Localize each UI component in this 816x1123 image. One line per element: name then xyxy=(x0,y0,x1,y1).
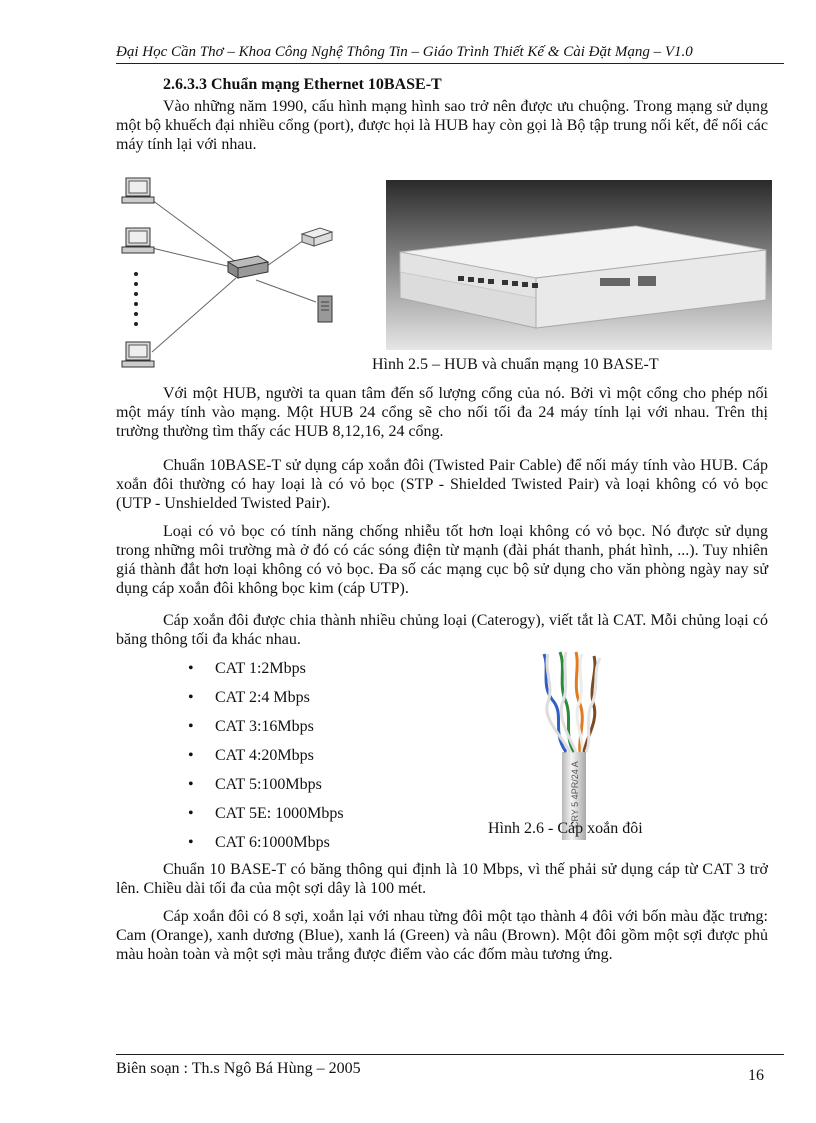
hub-icon xyxy=(228,256,268,278)
server-icon xyxy=(318,296,332,322)
page-number: 16 xyxy=(748,1067,764,1084)
paragraph-bandwidth: Chuẩn 10 BASE-T có băng thông qui định là 10 Mbps, vì thế phải sử dụng cáp từ CAT 3 trở lên. Chiều dài tối đa của một sợi dây là 100 mét. xyxy=(116,861,768,897)
star-topology-diagram xyxy=(116,170,366,370)
running-header: Đại Học Cần Thơ – Khoa Công Nghệ Thông Tin – Giáo Trình Thiết Kế & Cài Đặt Mạng – V1.0 xyxy=(116,44,784,64)
paragraph-hub-intro: Vào những năm 1990, cấu hình mạng hình sao trở nên được ưu chuộng. Trong mạng sử dụng một bộ khuếch đại nhiều cổng (port), được họi là HUB hay còn gọi là Bộ tập trung nối kết, để nối các máy tính lại với nhau. xyxy=(116,98,768,153)
list-item: • CAT 5:100Mbps xyxy=(188,774,344,803)
twisted-pair-cable-photo xyxy=(536,650,610,840)
hub-photo xyxy=(386,180,772,350)
paragraph-shielding: Loại có vỏ bọc có tính năng chống nhiễu tốt hơn loại không có vỏ bọc. Nó được sử dụng trong những môi trường mà ở đó có các sóng điện từ mạnh (đài phát thanh, phát hình, ...). Tuy nhiên giá thành đắt hơn loại không có vỏ bọc. Đa số các mạng cục bộ sử dụng cho văn phòng ngày nay sử dụng cáp xoắn đôi không bọc kim (cáp UTP). xyxy=(116,523,768,597)
list-item: • CAT 2:4 Mbps xyxy=(188,687,344,716)
paragraph-10baset-cable: Chuẩn 10BASE-T sử dụng cáp xoắn đôi (Twisted Pair Cable) để nối máy tính vào HUB. Cáp xoắn đôi thường có hay loại là có vỏ bọc (STP - Shielded Twisted Pair) và loại không có vỏ bọc (UTP - Unshielded Twisted Pair). xyxy=(116,457,768,512)
list-item: • CAT 6:1000Mbps xyxy=(188,832,344,861)
paragraph-wire-colors: Cáp xoắn đôi có 8 sợi, xoắn lại với nhau từng đôi một tạo thành 4 đôi với bốn màu đặc trưng: Cam (Orange), xanh dương (Blue), xanh lá (Green) và nâu (Brown). Một đôi gồm một sợi được phủ màu hoàn toàn và một sợi màu trắng được điểm vào các đốm màu tương ứng. xyxy=(116,908,768,963)
ellipsis-dots xyxy=(134,272,138,326)
paragraph-hub-ports: Với một HUB, người ta quan tâm đến số lượng cổng của nó. Bởi vì một cổng cho phép nối một máy tính vào mạng. Một HUB 24 cổng sẽ cho nối tối đa 24 máy tính lại với nhau. Trên thị trường thường tìm thấy các HUB 8,12,16, 24 cổng. xyxy=(116,385,768,440)
list-item: • CAT 5E: 1000Mbps xyxy=(188,803,344,832)
computer-icon xyxy=(122,178,154,203)
paragraph-categories: Cáp xoắn đôi được chia thành nhiều chủng loại (Caterogy), viết tắt là CAT. Mỗi chủng loại có băng thông tối đa khác nhau. xyxy=(116,612,768,648)
figure-2-5-caption: Hình 2.5 – HUB và chuẩn mạng 10 BASE-T xyxy=(372,356,659,373)
computer-icon xyxy=(122,228,154,253)
cable-print-text: CRY 5 4PR/24 A xyxy=(570,761,580,828)
computer-icon xyxy=(122,342,154,367)
list-item: • CAT 3:16Mbps xyxy=(188,716,344,745)
list-item: • CAT 4:20Mbps xyxy=(188,745,344,774)
cat-list xyxy=(188,658,344,861)
footer-divider xyxy=(116,1054,784,1055)
figure-2-6-caption: Hình 2.6 - Cáp xoắn đôi xyxy=(488,820,643,837)
printer-icon xyxy=(302,228,332,246)
list-item: • CAT 1:2Mbps xyxy=(188,658,344,687)
footer-author: Biên soạn : Th.s Ngô Bá Hùng – 2005 xyxy=(116,1060,361,1077)
section-heading: 2.6.3.3 Chuẩn mạng Ethernet 10BASE-T xyxy=(163,76,442,93)
